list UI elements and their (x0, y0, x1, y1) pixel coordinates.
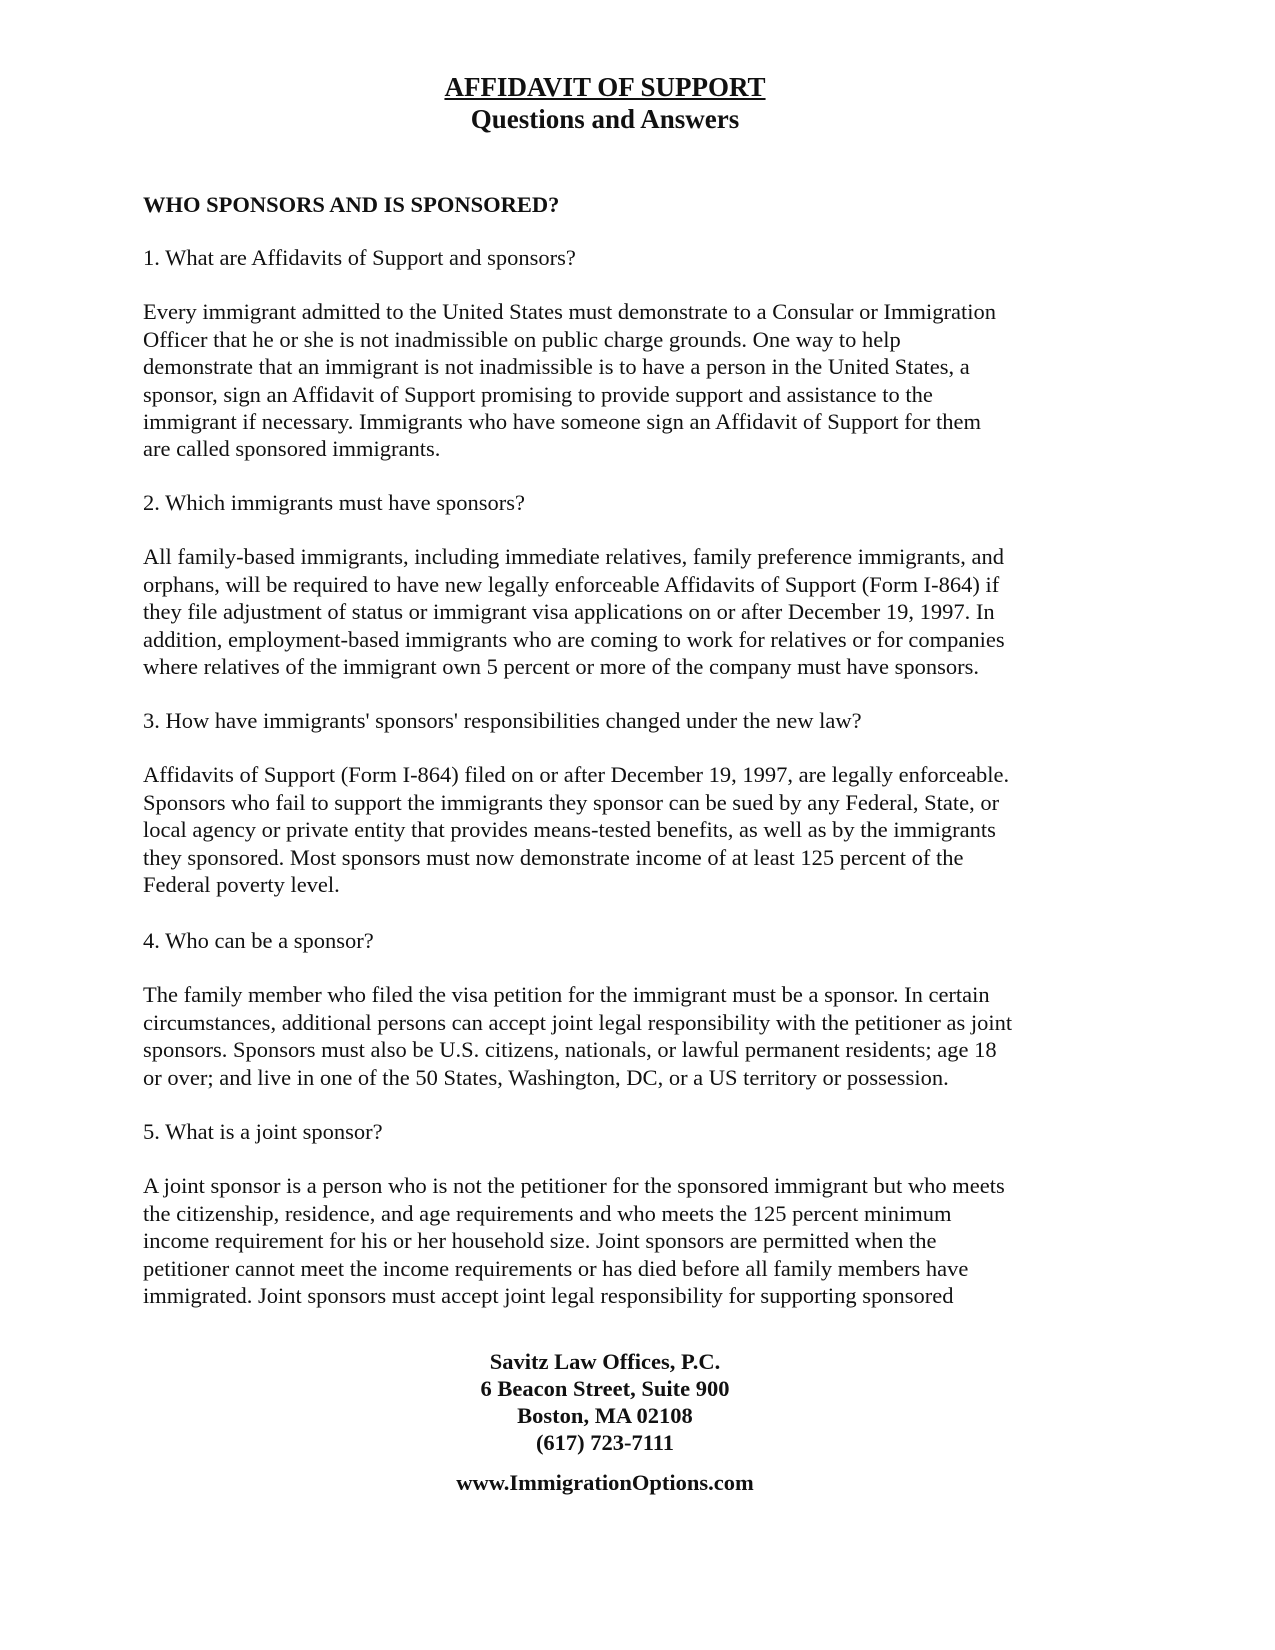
footer-street: 6 Beacon Street, Suite 900 (480, 1376, 730, 1401)
answer-line: A joint sponsor is a person who is not the petitioner for the sponsored immigrant but who meets (143, 1173, 1005, 1199)
footer-firm: Savitz Law Offices, P.C. (489, 1349, 721, 1374)
footer-city: Boston, MA 02108 (517, 1403, 693, 1428)
answer-line: petitioner cannot meet the income requirements or has died before all family members have (143, 1255, 969, 1281)
answer-line: orphans, will be required to have new legally enforceable Affidavits of Support (Form I-864) if (143, 571, 1000, 597)
qa-item (143, 1118, 1005, 1309)
answer-line: immigrated. Joint sponsors must accept joint legal responsibility for supporting sponsored (143, 1282, 954, 1308)
answer-line: Officer that he or she is not inadmissible on public charge grounds. One way to help (143, 326, 901, 352)
footer-phone: (617) 723-7111 (535, 1430, 675, 1455)
document-title: AFFIDAVIT OF SUPPORT (444, 72, 766, 102)
section-heading: WHO SPONSORS AND IS SPONSORED? (143, 192, 560, 217)
answer-line: demonstrate that an immigrant is not inadmissible is to have a person in the United States, a (143, 354, 970, 380)
document-subtitle: Questions and Answers (470, 104, 740, 134)
answer-line: sponsor, sign an Affidavit of Support promising to provide support and assistance to the (143, 381, 933, 407)
answer-line: the citizenship, residence, and age requirements and who meets the 125 percent minimum (143, 1200, 952, 1226)
qa-item (143, 244, 996, 463)
answer-line: Federal poverty level. (143, 871, 340, 897)
question: 1. What are Affidavits of Support and sponsors? (143, 245, 576, 270)
answer-line: income requirement for his or her household size. Joint sponsors are permitted when the (143, 1228, 937, 1254)
footer-website: www.ImmigrationOptions.com (456, 1470, 754, 1495)
answer-line: they file adjustment of status or immigrant visa applications on or after December 19, 1997. In (143, 599, 995, 625)
answer-line: immigrant if necessary. Immigrants who have someone sign an Affidavit of Support for them (143, 408, 981, 434)
qa-item (143, 707, 1009, 898)
answer-line: where relatives of the immigrant own 5 percent or more of the company must have sponsors. (143, 653, 980, 679)
answer-line: The family member who filed the visa petition for the immigrant must be a sponsor. In certain (143, 982, 990, 1008)
question: 2. Which immigrants must have sponsors? (143, 490, 526, 515)
answer-line: local agency or private entity that provides means-tested benefits, as well as by the immigrants (143, 817, 996, 843)
answer-line: Every immigrant admitted to the United States must demonstrate to a Consular or Immigration (143, 299, 996, 325)
question: 4. Who can be a sponsor? (143, 928, 374, 953)
answer-line: All family-based immigrants, including immediate relatives, family preference immigrants, and (143, 544, 1004, 570)
answer-line: are called sponsored immigrants. (143, 436, 441, 462)
question: 5. What is a joint sponsor? (143, 1119, 383, 1144)
answer-line: sponsors. Sponsors must also be U.S. citizens, nationals, or lawful permanent residents; age 18 (143, 1037, 997, 1063)
answer-line: Affidavits of Support (Form I-864) filed on or after December 19, 1997, are legally enforceable. (143, 762, 1010, 788)
qa-item (143, 927, 1012, 1091)
qa-item (143, 489, 1005, 680)
answer-line: Sponsors who fail to support the immigrants they sponsor can be sued by any Federal, State, or (143, 789, 1000, 815)
answer-line: circumstances, additional persons can accept joint legal responsibility with the petitioner as joint (143, 1009, 1013, 1035)
answer-line: they sponsored. Most sponsors must now demonstrate income of at least 125 percent of the (143, 844, 964, 870)
answer-line: addition, employment-based immigrants who are coming to work for relatives or for companies (143, 626, 1005, 652)
answer-line: or over; and live in one of the 50 States, Washington, DC, or a US territory or possession. (143, 1064, 949, 1090)
question: 3. How have immigrants' sponsors' responsibilities changed under the new law? (143, 708, 862, 733)
